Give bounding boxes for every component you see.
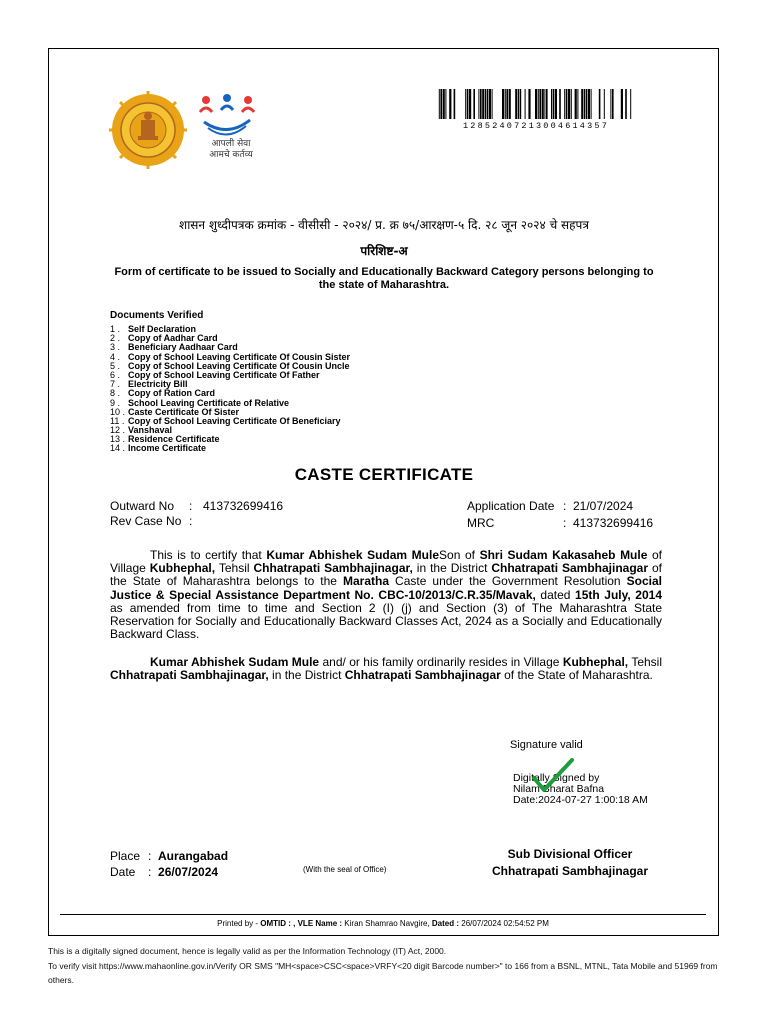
- tehsil-name: Chhatrapati Sambhajinagar,: [110, 668, 269, 683]
- district-name: Chhatrapati Sambhajinagar: [491, 561, 649, 576]
- date-label: Date: [110, 865, 136, 879]
- printed-by-divider: [60, 914, 706, 915]
- documents-verified-list: [110, 325, 350, 454]
- application-date-label: Application Date: [467, 499, 555, 513]
- document-item: 7 . Electricity Bill: [110, 379, 188, 390]
- rev-case-no-label: Rev Case No: [110, 514, 182, 528]
- mrc-value: 413732699416: [573, 516, 654, 530]
- maharashtra-seal-icon: [108, 90, 188, 170]
- resolution-reference: Social Justice & Special Assistance Department No. CBC-10/2013/C.R.35/Mavak,: [110, 574, 662, 602]
- logo-caption-line: आमचे कर्तव्य: [209, 150, 253, 160]
- village-name: Kubhephal,: [149, 561, 216, 576]
- document-item: 9 . School Leaving Certificate of Relative: [110, 397, 290, 408]
- barcode: [436, 89, 636, 119]
- outward-no-colon: :: [189, 499, 193, 513]
- signature-valid-label: Signature valid: [510, 739, 583, 751]
- place-date-block: Place : Aurangabad Date : 26/07/2024: [110, 849, 229, 879]
- district-name: Chhatrapati Sambhajinagar: [344, 668, 501, 683]
- rev-case-no-colon: :: [189, 514, 193, 528]
- appendix-heading: परिशिष्ट-अ: [360, 244, 408, 258]
- legal-validity-note: This is a digitally signed document, hence is legally valid as per the Information Technology (IT) Act, 2000.: [48, 946, 447, 956]
- place-value: Aurangabad: [158, 849, 229, 863]
- signature-line: Digitally Signed by: [513, 772, 600, 784]
- father-name: Shri Sudam Kakasaheb Mule: [479, 548, 648, 562]
- government-resolution-line: शासन शुध्दीपत्रक क्रमांक - वीसीसी - २०२४/ प्र. क्र ७५/आरक्षण-५ दि. २८ जून २०२४ चे सहपत्र: [179, 218, 589, 232]
- document-item: 1 . Self Declaration: [110, 324, 197, 334]
- document-item: 13 . Residence Certificate: [110, 434, 220, 445]
- logo-caption: [196, 139, 266, 161]
- aapli-seva-logo-icon: [196, 92, 258, 138]
- applicant-name: Kumar Abhishek Sudam Mule: [266, 548, 440, 562]
- printed-by-line: Printed by - OMTID : , VLE Name : Kiran Shamrao Navgire, Dated : 26/07/2024 02:54:52 PM: [217, 919, 549, 928]
- application-date-value: 21/07/2024: [573, 499, 634, 513]
- signature-date: Date:2024-07-27 1:00:18 AM: [513, 794, 648, 806]
- seal-note: (With the seal of Office): [303, 865, 387, 874]
- document-item: 5 . Copy of School Leaving Certificate Of Cousin Uncle: [110, 360, 350, 371]
- document-item: 6 . Copy of School Leaving Certificate Of Father: [110, 369, 320, 380]
- document-item: 2 . Copy of Aadhar Card: [110, 333, 218, 344]
- officer-location: Chhatrapati Sambhajinagar: [491, 864, 649, 878]
- village-name: Kubhephal,: [562, 655, 629, 669]
- application-date-colon: :: [563, 499, 567, 513]
- issuing-officer: [470, 846, 670, 880]
- document-item: 11 . Copy of School Leaving Certificate Of Beneficiary: [110, 415, 341, 426]
- documents-verified-title: Documents Verified: [110, 310, 204, 321]
- officer-title: Sub Divisional Officer: [507, 847, 633, 861]
- verification-instructions: To verify visit https://www.mahaonline.gov.in/Verify OR SMS "MH<space>CSC<space>VRFY<20 digit Barcode number>" to 166 from a BSNL, MTNL, Tata Mobile and 51969 from others.: [48, 961, 718, 985]
- resolution-date: 15th July, 2014: [575, 587, 663, 602]
- place-label: Place: [110, 849, 141, 863]
- certification-paragraph: This is to certify that Kumar Abhishek Sudam MuleSon of Shri Sudam Kakasaheb Mule of Village Kubhephal, Tehsil Chhatrapati Sambhajinagar, in the District Chhatrapati Sambhajinagar of the State of Maharashtra belongs to the Maratha Caste under the Government Resolution Social Justice & Special Assistance Department No. CBC-10/2013/C.R.35/Mavak, dated 15th July, 2014 as amended from time to time and Section 2 (I) (j) and Section (3) of The Maharashtra State Reservation for Socially and Educationally Backward Classes Act, 2024 as a Socially and Educationally Backward Class.: [110, 548, 663, 642]
- mrc-label: MRC: [467, 516, 495, 530]
- signer-name: Nilam Bharat Bafna: [513, 783, 605, 795]
- document-item: 10 . Caste Certificate Of Sister: [110, 406, 240, 417]
- form-description: Form of certificate to be issued to Socially and Educationally Backward Category persons belonging to the state of Maharashtra.: [114, 266, 654, 291]
- outward-no-label: Outward No: [110, 499, 175, 513]
- document-item: 12 . Vanshaval: [110, 425, 173, 436]
- document-item: 3 . Beneficiary Aadhaar Card: [110, 342, 238, 353]
- caste-name: Maratha: [343, 574, 390, 589]
- date-value: 26/07/2024: [158, 865, 219, 879]
- applicant-name: Kumar Abhishek Sudam Mule: [150, 655, 320, 669]
- document-item: 4 . Copy of School Leaving Certificate Of Cousin Sister: [110, 351, 351, 362]
- logo-caption-line: आपली सेवा: [211, 139, 251, 149]
- tehsil-name: Chhatrapati Sambhajinagar,: [253, 561, 413, 576]
- document-item: 14 . Income Certificate: [110, 443, 207, 454]
- residence-paragraph: Kumar Abhishek Sudam Mule and/ or his family ordinarily resides in Village Kubhephal, Tehsil Chhatrapati Sambhajinagar, in the District Chhatrapati Sambhajinagar of the State of Maharashtra.: [110, 655, 663, 683]
- barcode-number: 12852407213004614357: [462, 121, 610, 131]
- mrc-colon: :: [563, 516, 567, 530]
- certificate-title: CASTE CERTIFICATE: [294, 465, 474, 484]
- document-item: 8 . Copy of Ration Card: [110, 388, 215, 399]
- green-check-icon: [512, 756, 582, 796]
- outward-no-value: 413732699416: [203, 499, 284, 513]
